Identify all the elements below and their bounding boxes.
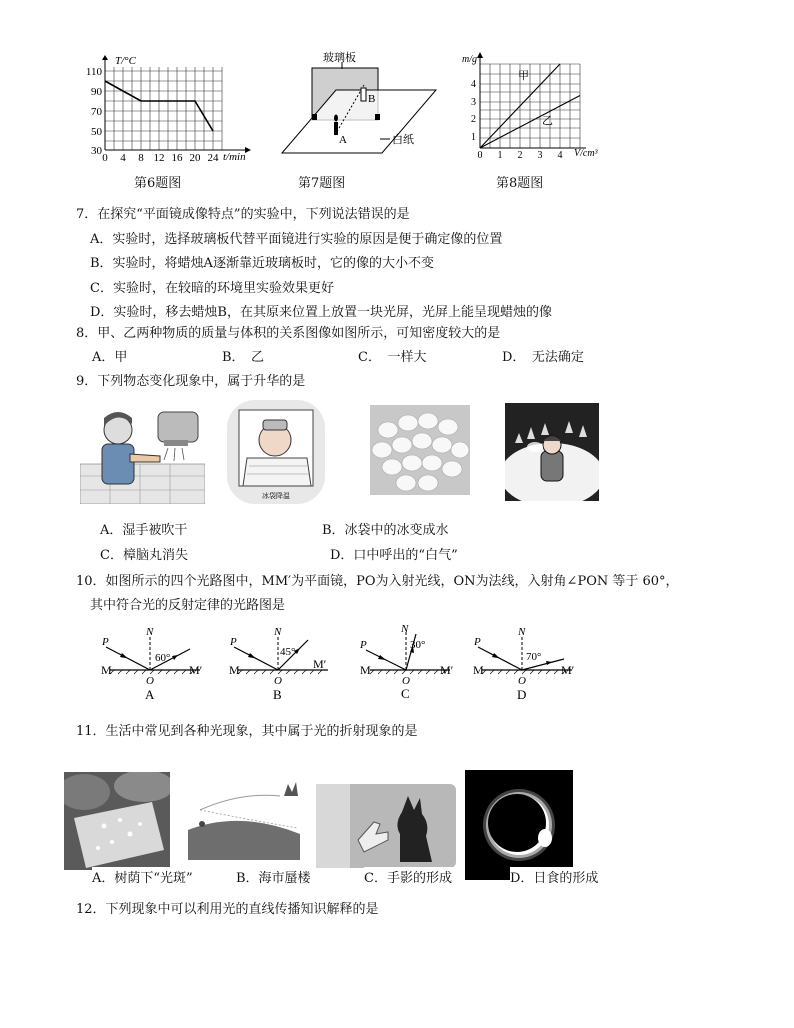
fig8-xtick: 4: [557, 150, 563, 161]
fig6-chart: [85, 55, 260, 165]
fig6-grid: [105, 67, 222, 150]
label-o: O: [274, 675, 282, 687]
flame-icon: [334, 115, 338, 122]
breath-winter-image: [505, 403, 599, 501]
label-o: O: [518, 675, 526, 687]
tree-shade-image: [64, 772, 170, 870]
candle-a: [334, 122, 338, 135]
clamp-left: [312, 114, 317, 120]
hand-dryer-image: [80, 404, 205, 504]
q7-option-c: C．实验时，在较暗的环境里实验效果更好: [90, 281, 334, 296]
label-o: O: [146, 675, 154, 687]
series-jia-label: 甲: [518, 70, 529, 82]
label-p: P: [230, 636, 237, 648]
label-a: A: [339, 134, 347, 146]
q9-option-a: A．湿手被吹干: [100, 523, 188, 538]
label-n: N: [401, 623, 409, 635]
q11-option-b: B．海市蜃楼: [236, 867, 313, 886]
series-yi-label: 乙: [542, 115, 553, 127]
angle-c: 30°: [410, 639, 426, 651]
label-m-prime: M′: [313, 657, 327, 671]
label-p: P: [102, 636, 109, 648]
q9-stem: 9．下列物态变化现象中，属于升华的是: [76, 374, 306, 389]
label-m: M: [360, 663, 371, 677]
ice-bag-caption: 冰袋降温: [262, 492, 290, 500]
label-m: M: [101, 663, 112, 677]
paper-label: 白纸: [392, 134, 414, 146]
q8-option-b: B． 乙: [222, 350, 265, 365]
fig6-yticks: [86, 66, 103, 157]
q12-stem: 12．下列现象中可以利用光的直线传播知识解释的是: [76, 902, 379, 917]
q9-option-d: D．口中呼出的“白气”: [330, 548, 458, 563]
q7-option-a: A．实验时，选择玻璃板代替平面镜进行实验的原因是便于确定像的位置: [90, 232, 503, 247]
fig7-diagram: [278, 50, 438, 160]
diagram-letter-c: C: [401, 686, 410, 701]
fig8-yticks: [471, 79, 476, 143]
fig6-ytick: 90: [91, 86, 102, 98]
fig6-caption: 第6题图: [134, 176, 182, 191]
ray-diagram-a: [100, 623, 212, 703]
label-m-prime: M′: [189, 663, 203, 677]
fig6-xtick: 20: [189, 152, 201, 164]
fig8-ytick: 4: [471, 79, 476, 90]
q10-stem-line2: 其中符合光的反射定律的光路图是: [90, 598, 286, 613]
angle-a: 60°: [155, 652, 171, 664]
label-m: M: [229, 663, 240, 677]
q11-option-d: D．日食的形成: [510, 867, 600, 886]
ray-diagram-b: [228, 623, 340, 703]
q7-option-b: B．实验时，将蜡烛A逐渐靠近玻璃板时，它的像的大小不变: [90, 256, 434, 271]
fig8-chart: [462, 52, 602, 162]
solar-eclipse-image: [465, 770, 573, 880]
fig8-xticks: [478, 150, 563, 161]
hand-shadow-image: [316, 784, 456, 868]
fig8-caption: 第8题图: [496, 176, 544, 191]
ray-diagram-d: [472, 623, 584, 703]
q11-stem: 11．生活中常见到各种光现象，其中属于光的折射现象的是: [76, 724, 418, 739]
fig6-xtick: 4: [120, 152, 126, 164]
glass-label: 玻璃板: [323, 52, 356, 64]
fig6-xtick: 12: [153, 152, 165, 164]
fig8-ytick: 2: [471, 114, 476, 125]
q8-option-c: C． 一样大: [358, 350, 427, 365]
fig6-ytick: 30: [91, 145, 102, 157]
fig6-ytick: 70: [91, 106, 102, 118]
fig6-xtick: 24: [207, 152, 219, 164]
angle-b: 45°: [280, 646, 296, 658]
label-m-prime: M′: [561, 663, 575, 677]
label-n: N: [518, 626, 526, 638]
clamp-right: [375, 114, 380, 120]
fig8-xtick: 2: [517, 150, 523, 161]
ray-diagram-c: [356, 620, 468, 702]
label-m-prime: M′: [440, 663, 454, 677]
fig7-caption: 第7题图: [298, 176, 346, 191]
q8-stem: 8．甲、乙两种物质的质量与体积的关系图像如图所示，可知密度较大的是: [76, 326, 501, 341]
label-p: P: [360, 639, 367, 651]
q8-option-a: A．甲: [92, 350, 128, 365]
fig8-grid: [480, 64, 580, 148]
q10-stem-line1: 10．如图所示的四个光路图中，MM′为平面镜，PO为入射光线，ON为法线，入射角∠PON 等于 60°，: [76, 574, 679, 589]
fig6-ytick: 110: [85, 66, 102, 78]
q7-stem: 7．在探究“平面镜成像特点”的实验中，下列说法错误的是: [76, 207, 410, 222]
q9-option-c: C．樟脑丸消失: [100, 548, 188, 563]
ice-bag-image: [227, 400, 325, 504]
fig6-ytick: 50: [91, 126, 102, 138]
fig6-xtick: 8: [138, 152, 144, 164]
diagram-letter-b: B: [273, 687, 282, 702]
fig8-xlabel: V/cm³: [574, 148, 598, 159]
fig8-xtick: 3: [537, 150, 543, 161]
fig8-ytick: 3: [471, 97, 476, 108]
label-b: B: [368, 93, 376, 105]
label-n: N: [146, 626, 154, 638]
camphor-balls-image: [370, 405, 470, 495]
fig8-ytick: 1: [471, 132, 476, 143]
q9-option-b: B．冰袋中的冰变成水: [322, 523, 449, 538]
diagram-letter-d: D: [517, 687, 527, 702]
q11-option-a: A．树荫下“光斑”: [92, 867, 195, 886]
fig6-y-arrow: [102, 55, 108, 60]
fig6-x-arrow: [245, 147, 251, 153]
fig8-ylabel: m/g: [462, 54, 477, 65]
fig6-xtick: 16: [171, 152, 183, 164]
fig8-y-arrow: [477, 52, 483, 58]
candle-b: [361, 88, 366, 101]
label-p: P: [474, 636, 481, 648]
fig6-xlabel: t/min: [223, 151, 246, 163]
fig8-xtick: 0: [477, 150, 483, 161]
q11-option-c: C．手影的形成: [364, 867, 454, 886]
q7-option-d: D．实验时，移去蜡烛B，在其原来位置上放置一块光屏，光屏上能呈现蜡烛的像: [90, 305, 552, 320]
diagram-letter-a: A: [145, 687, 155, 702]
q8-option-d: D． 无法确定: [502, 350, 584, 365]
label-m: M: [473, 663, 484, 677]
fig6-xticks: [102, 152, 219, 164]
fig6-xtick: 0: [102, 152, 108, 164]
fig8-xtick: 1: [497, 150, 503, 161]
angle-d: 70°: [526, 651, 542, 663]
label-n: N: [274, 626, 282, 638]
fig6-ylabel: T/°C: [115, 55, 136, 67]
mirage-image: [180, 780, 312, 862]
label-o: O: [402, 675, 410, 687]
